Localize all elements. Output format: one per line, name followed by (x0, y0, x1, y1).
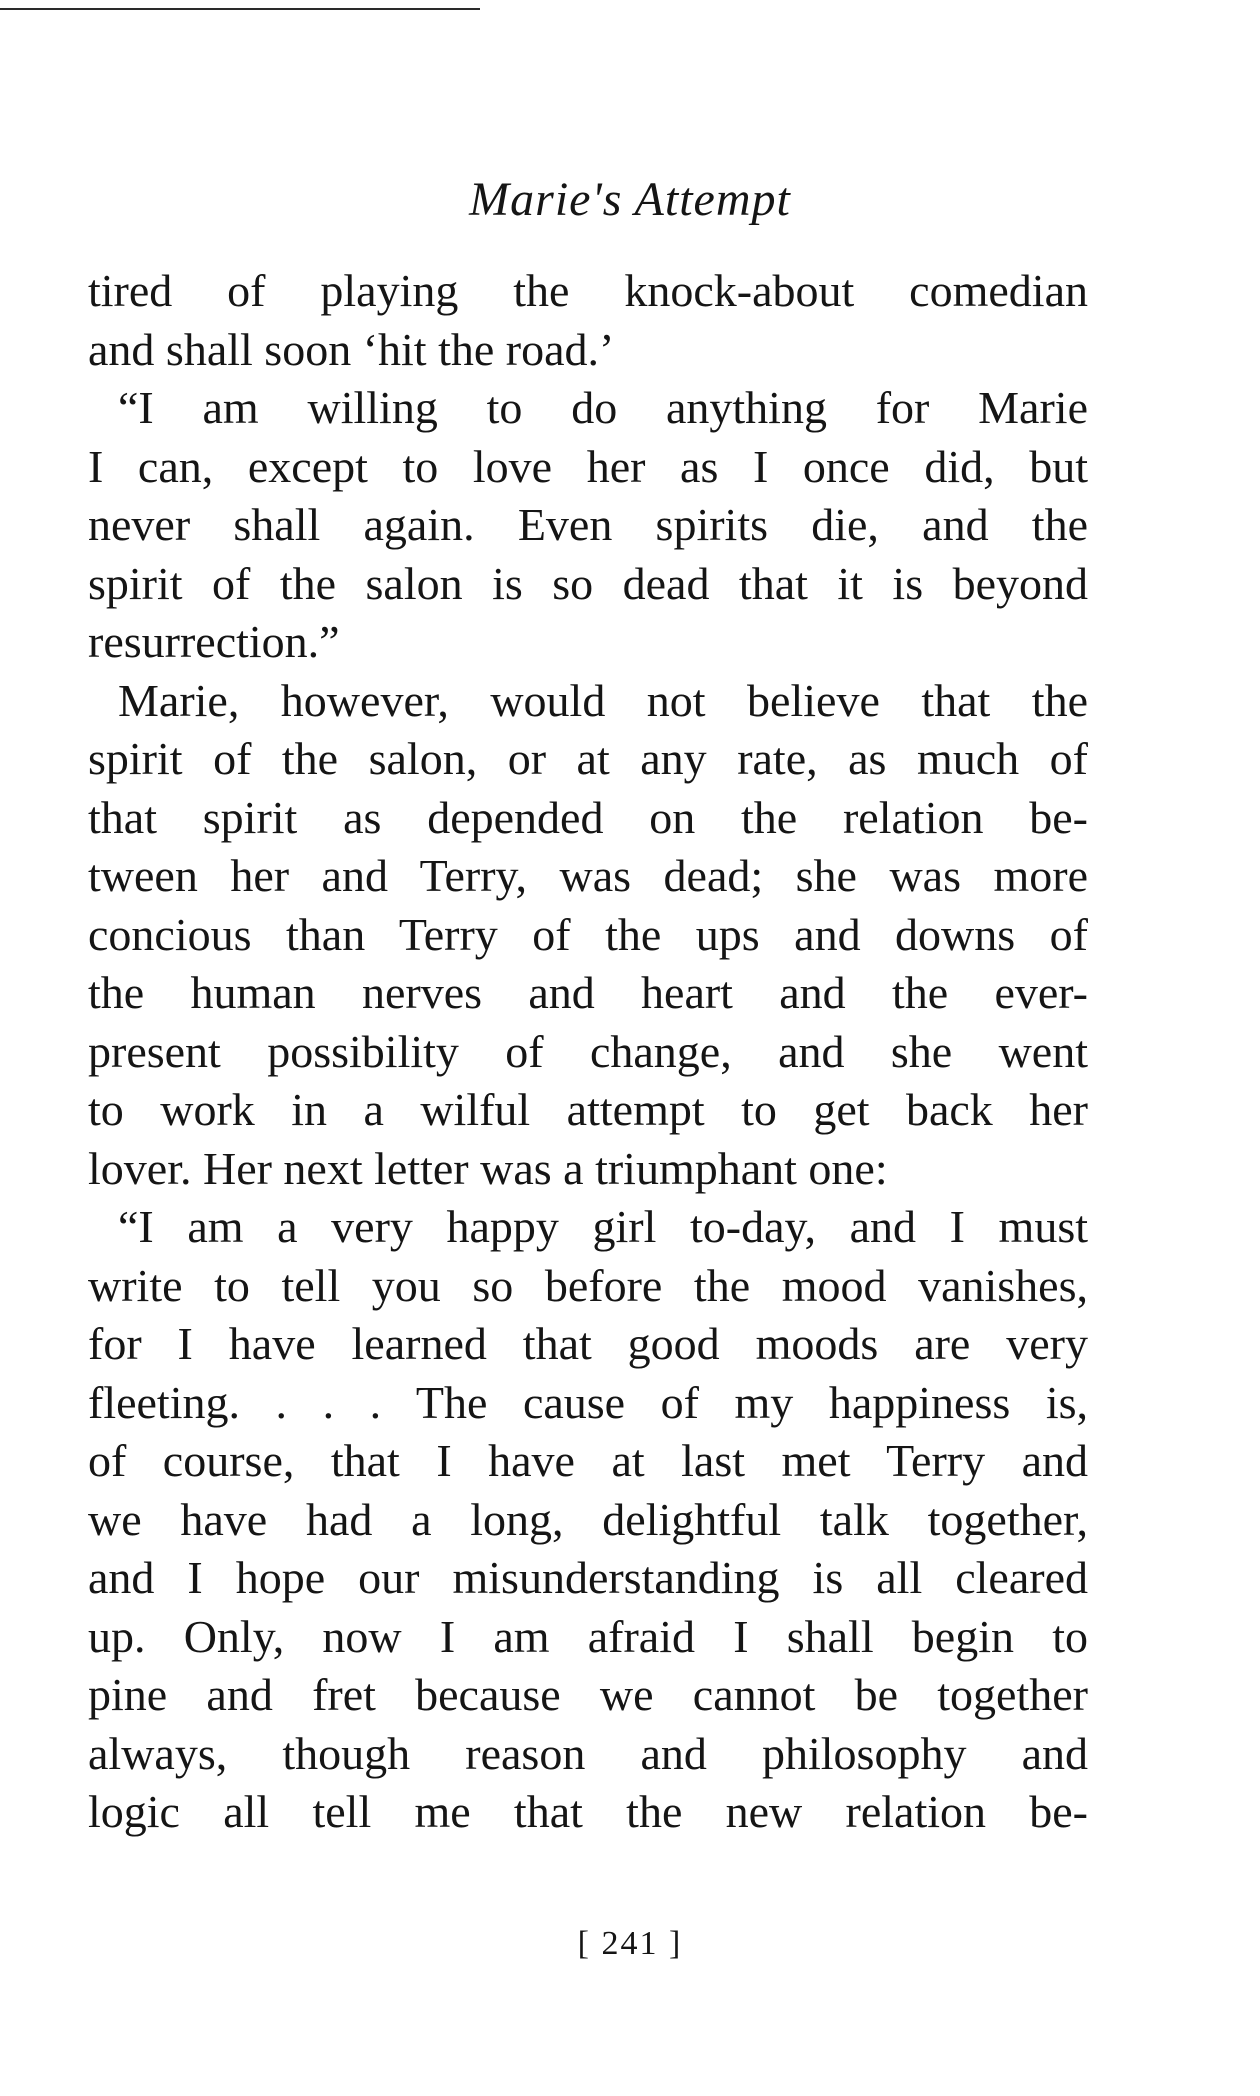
text-line: the human nerves and heart and the ever- (88, 967, 1088, 1018)
text-line: for I have learned that good moods are very (88, 1318, 1088, 1369)
page-number: [ 241 ] (577, 1925, 683, 1962)
text-line: write to tell you so before the mood vanishes, (88, 1259, 1088, 1311)
text-line: lover. Her next letter was a triumphant one: (88, 1142, 888, 1194)
text-line: present possibility of change, and she went (88, 1025, 1088, 1077)
top-edge-rule (0, 8, 480, 10)
text-line: we have had a long, delightful talk together, (88, 1493, 1088, 1545)
text-line: to work in a wilful attempt to get back her (88, 1084, 1088, 1135)
text-line: tween her and Terry, was dead; she was more (88, 850, 1088, 901)
text-line: Marie, however, would not believe that the (118, 674, 1088, 726)
text-line: I can, except to love her as I once did, but (88, 440, 1088, 492)
running-head: Marie's Attempt (469, 173, 791, 226)
text-line: fleeting. . . . The cause of my happiness is, (88, 1376, 1088, 1428)
text-line: “I am a very happy girl to-day, and I must (118, 1201, 1088, 1252)
text-line: “I am willing to do anything for Marie (118, 382, 1088, 433)
text-line: resurrection.” (88, 616, 340, 667)
text-line: up. Only, now I am afraid I shall begin to (88, 1610, 1088, 1662)
text-line: concious than Terry of the ups and downs of (88, 908, 1088, 960)
text-line: of course, that I have at last met Terry and (88, 1435, 1088, 1486)
text-line: and shall soon ‘hit the road.’ (88, 323, 615, 375)
text-line: always, though reason and philosophy and (88, 1727, 1088, 1779)
text-line: spirit of the salon is so dead that it is beyond (88, 557, 1088, 609)
text-line: logic all tell me that the new relation be- (88, 1786, 1088, 1837)
text-line: spirit of the salon, or at any rate, as much of (88, 733, 1088, 784)
text-line: tired of playing the knock-about comedian (88, 265, 1088, 316)
text-line: and I hope our misunderstanding is all cleared (88, 1552, 1088, 1603)
text-line: pine and fret because we cannot be together (88, 1669, 1088, 1720)
text-line: that spirit as depended on the relation be- (88, 791, 1088, 843)
body-text (88, 262, 1088, 1842)
text-line: never shall again. Even spirits die, and the (88, 499, 1088, 550)
